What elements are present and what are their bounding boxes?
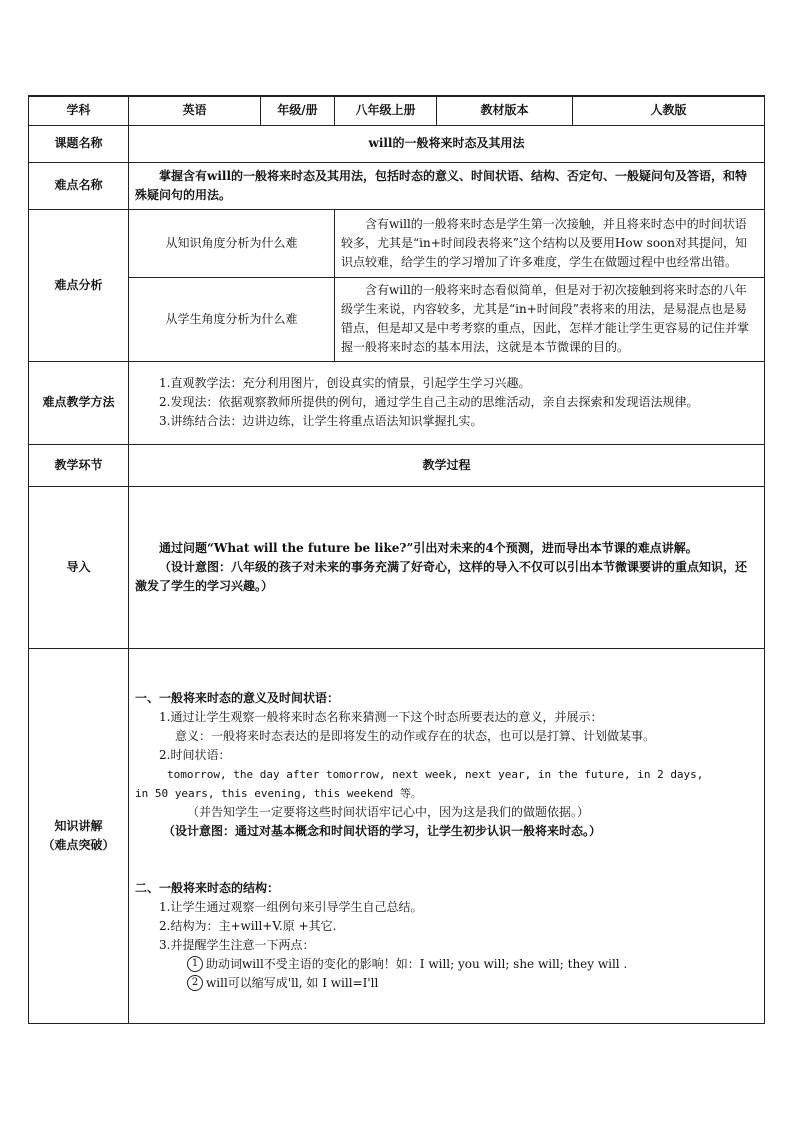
difficulty-value: 掌握含有will的一般将来时态及其用法，包括时态的意义、时间状语、结构、否定句、一般疑问句及答语，和特殊疑问句的用法。 xyxy=(129,162,765,209)
intro-paragraph: 通过问题“What will the future be like?”引出对未来的4个预测，进而导出本节课的难点讲解。 xyxy=(159,540,698,555)
analysis-knowledge-text: 含有will的一般将来时态是学生第一次接触，并且将来时态中的时间状语较多，尤其是“in+时间段表将来”这个结构以及要用How soon对其提问，知识点较难，给学生的学习增加了许多难度，学生在做题过程中也经常出错。 xyxy=(335,209,765,277)
process-header-label: 教学环节 xyxy=(29,444,129,486)
edition-label: 教材版本 xyxy=(437,96,573,125)
methods-label: 难点教学方法 xyxy=(29,361,129,444)
grade-value: 八年级上册 xyxy=(335,96,437,125)
edition-value: 人教版 xyxy=(573,96,765,125)
method-item: 2.发现法：依据观察教师所提供的例句，通过学生自己主动的思维活动，亲自去探索和发现语法规律。 xyxy=(159,395,699,409)
subject-value: 英语 xyxy=(129,96,261,125)
methods-list xyxy=(129,361,765,444)
intro-design-intent: （设计意图：八年级的孩子对未来的事务充满了好奇心，这样的导入不仅可以引出本节微课要讲的重点知识，还激发了学生的学习兴趣。） xyxy=(135,559,748,593)
section1-title: 一、一般将来时态的意义及时间状语： xyxy=(135,690,340,705)
analysis-label: 难点分析 xyxy=(29,209,129,361)
knowledge-label-line1: 知识讲解 xyxy=(54,818,103,833)
method-item: 3.讲练结合法：边讲边练，让学生将重点语法知识掌握扎实。 xyxy=(159,414,483,428)
method-item: 1.直观教学法：充分利用图片，创设真实的情景，引起学生学习兴趣。 xyxy=(159,376,531,390)
process-header-value: 教学过程 xyxy=(129,444,765,486)
analysis-knowledge-label: 从知识角度分析为什么难 xyxy=(129,209,335,277)
point-text: will可以缩写成'll, 如 I will=I'll xyxy=(206,975,379,990)
spacer xyxy=(135,841,758,879)
section2-title: 二、一般将来时态的结构： xyxy=(135,880,280,895)
section1-meaning: 意义：一般将来时态表达的是即将发生的动作或存在的状态，也可以是打算、计划做某事。 xyxy=(175,728,656,743)
time-adverbials-line2: in 50 years, this evening, this weekend 等。 xyxy=(135,786,422,800)
point-item xyxy=(135,974,758,993)
subject-label: 学科 xyxy=(29,96,129,125)
section1-item1: 1.通过让学生观察一般将来时态名称来猜测一下这个时态所要表达的意义，并展示： xyxy=(159,709,603,724)
topic-label: 课题名称 xyxy=(29,125,129,162)
time-adverbials-line1: tomorrow, the day after tomorrow, next week, next year, in the future, in 2 days, xyxy=(167,767,704,781)
knowledge-content xyxy=(129,648,765,1023)
lesson-plan-table xyxy=(28,95,764,1024)
point-item xyxy=(135,955,758,974)
section1-note: （并告知学生一定要将这些时间状语牢记心中，因为这是我们的做题依据。） xyxy=(187,804,590,819)
section2-item3: 3.并提醒学生注意一下两点： xyxy=(159,937,315,952)
intro-label: 导入 xyxy=(29,486,129,648)
difficulty-label: 难点名称 xyxy=(29,162,129,209)
section1-item2: 2.时间状语： xyxy=(159,747,231,762)
knowledge-label xyxy=(29,648,129,1023)
grade-label: 年级/册 xyxy=(261,96,335,125)
topic-value: will的一般将来时态及其用法 xyxy=(129,125,765,162)
circled-number: 2 xyxy=(187,975,203,991)
analysis-student-label: 从学生角度分析为什么难 xyxy=(129,277,335,361)
section2-item1: 1.让学生通过观察一组例句来引导学生自己总结。 xyxy=(159,899,423,914)
analysis-student-text: 含有will的一般将来时态看似简单，但是对于初次接触到将来时态的八年级学生来说，内容较多，尤其是“in+时间段”表将来的用法，是易混点也是易错点，但是却又是中考考察的重点，因此，怎样才能让学生更容易的记住并掌握一般将来时态的基本用法，这就是本节微课的目的。 xyxy=(335,277,765,361)
section2-item2: 2.结构为：主+will+V.原 +其它. xyxy=(159,918,337,933)
section1-design-intent: （设计意图：通过对基本概念和时间状语的学习，让学生初步认识一般将来时态。） xyxy=(163,823,602,838)
intro-content xyxy=(129,486,765,648)
knowledge-label-line2: （难点突破） xyxy=(42,837,115,852)
point-text: 助动词will不受主语的变化的影响！如：I will; you will; she will; they will . xyxy=(206,956,628,971)
circled-number: 1 xyxy=(187,956,203,972)
